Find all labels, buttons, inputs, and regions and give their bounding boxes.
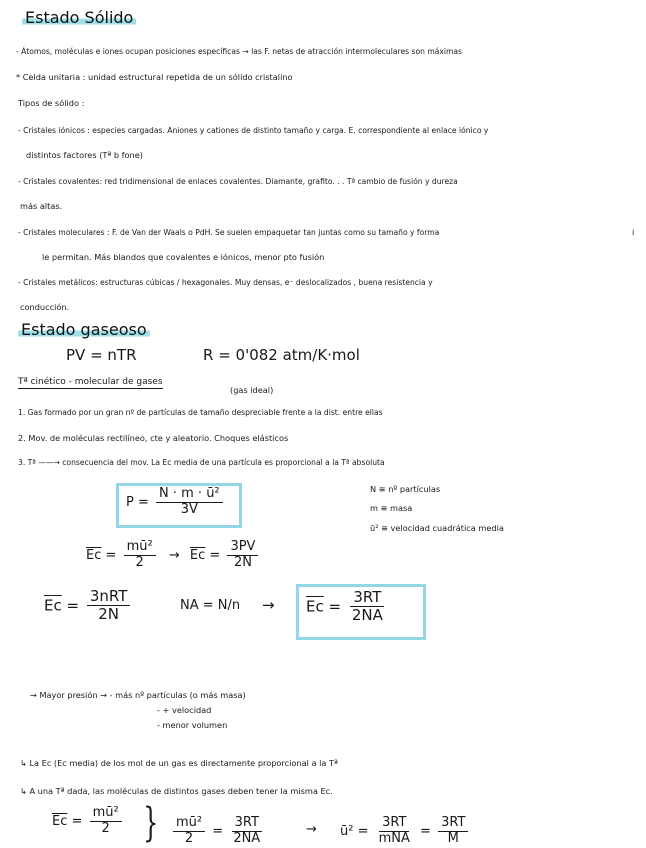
kinetic-theory-title: Tª cinético - molecular de gases	[18, 377, 163, 387]
definition-particles: N ≡ nº partículas	[370, 484, 441, 494]
solid-line-9: le permitan. Más blandos que covalentes e iónicos, menor pto fusión	[42, 252, 325, 262]
solid-line-4: - Cristales iónicos : especies cargadas. Aniones y cationes de distinto tamaño y carga. E. correspondiente al enlace iónico y	[18, 126, 489, 135]
final-equality: $\frac{\text{mū²}}{2}$ = $\frac{3RT}{2NA}$	[170, 816, 266, 847]
avogadro-relation: NA = N/n	[180, 598, 241, 613]
solid-line-8-mark: i	[632, 227, 635, 237]
postulate-1: 1. Gas formado por un gran nº de partículas de tamaño despreciable frente a la dist. entre ellas	[18, 408, 383, 417]
conclusion-2: ↳ A una Tª dada, las moléculas de distintos gases deben tener la misma Ec.	[20, 786, 333, 796]
solid-line-5: distintos factores (Tª b fone)	[26, 150, 143, 160]
pressure-note-3: - menor volumen	[157, 720, 228, 730]
final-arrow: →	[306, 822, 317, 837]
postulate-3: 3. Tª ——→ consecuencia del mov. La Ec media de una partícula es proporcional a la Tª absoluta	[18, 458, 385, 467]
brace: }	[143, 800, 159, 846]
pressure-note-2: - + velocidad	[157, 705, 212, 715]
solid-line-1: - Átomos, moléculas e iones ocupan posiciones específicas → las F. netas de atracción intermoleculares son máximas	[16, 47, 462, 56]
kinetic-energy-formulas-2: $\overline{Ec}$ = $\frac{\text{3nRT}}{2N}$	[44, 588, 133, 624]
result-formula: $\overline{Ec}$ = $\frac{3RT}{2NA}$	[306, 588, 383, 625]
definition-velocity: ū² ≡ velocidad cuadrática media	[370, 523, 504, 533]
pressure-numerator: N · m · ū²	[156, 487, 223, 503]
solid-line-3: Tipos de sólido :	[18, 98, 85, 108]
solid-line-6: - Cristales covalentes: red tridimensional de enlaces covalentes. Diamante, grafito. . . Tª cambio de fusión y dureza	[18, 177, 458, 186]
pressure-formula	[126, 487, 226, 518]
pressure-lhs: P =	[126, 494, 149, 510]
solid-line-10: - Cristales metálicos: estructuras cúbicas / hexagonales. Muy densas, e⁻ deslocalizados , buena resistencia y	[18, 278, 433, 287]
pressure-note-1: → Mayor presión → - más nº partículas (o más masa)	[30, 690, 246, 700]
conclusion-1: ↳ La Ec (Ec media) de los mol de un gas es directamente proporcional a la Tª	[20, 758, 338, 768]
ec-symbol: $\overline{Ec}$	[86, 547, 102, 563]
gas-heading: Estado gaseoso	[18, 320, 150, 339]
gas-constant: R = 0'082 atm/K·mol	[203, 346, 360, 364]
ideal-gas-equation: PV = nTR	[66, 346, 137, 364]
kinetic-energy-formulas-1: $\overline{Ec}$ = $\frac{\text{mū²}}{2}$ → $\overline{Ec}$ = $\frac{3PV}{2N}$	[86, 540, 261, 571]
solid-line-2: * Celda unitaria : unidad estructural repetida de un sólido cristalino	[16, 72, 293, 82]
final-ec-formula: $\overline{Ec}$ = $\frac{\text{mū²}}{2}$	[52, 806, 125, 837]
velocity-result: ū² = $\frac{3RT}{\text{mNA}}$ = $\frac{3RT}{M}$	[340, 816, 471, 847]
pressure-denominator: 3V	[180, 501, 198, 517]
postulate-2: 2. Mov. de moléculas rectilíneo, cte y aleatorio. Choques elásticos	[18, 433, 289, 443]
solid-line-7: más altas.	[20, 201, 63, 211]
solid-heading: Estado Sólido	[22, 8, 136, 27]
definition-mass: m ≡ masa	[370, 503, 413, 513]
arrow-to-result: →	[262, 596, 275, 614]
ideal-gas-note: (gas ideal)	[230, 385, 274, 395]
solid-line-8: - Cristales moleculares : F. de Van der Waals o PdH. Se suelen empaquetar tan juntas como su tamaño y forma	[18, 228, 440, 237]
solid-line-11: conducción.	[20, 302, 70, 312]
